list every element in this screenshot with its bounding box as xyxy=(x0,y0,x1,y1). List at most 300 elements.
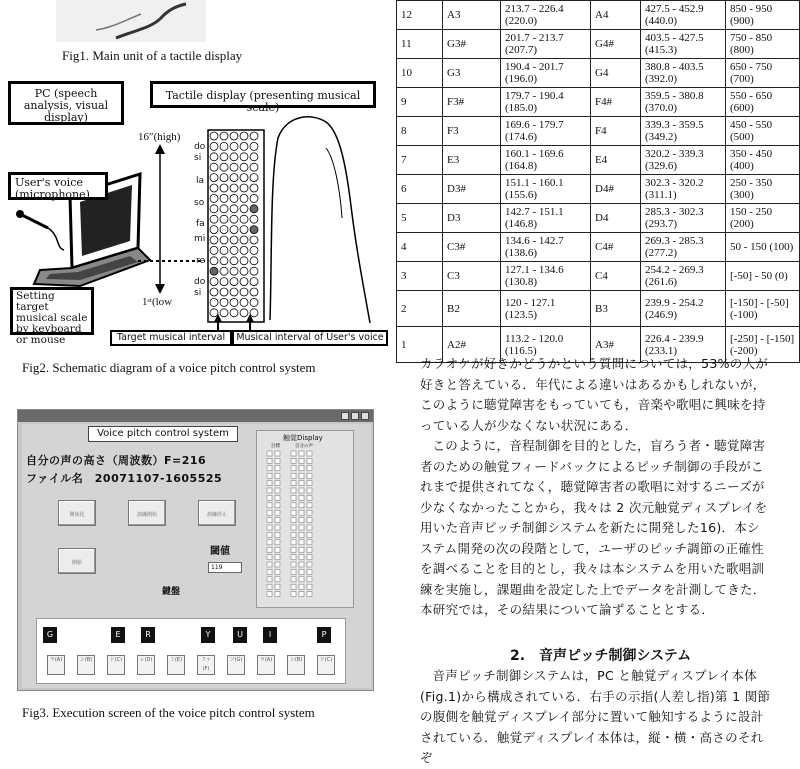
display-cell xyxy=(307,481,312,486)
fig3-caption: Fig3. Execution screen of the voice pitch control system xyxy=(22,705,315,720)
close-icon[interactable] xyxy=(361,412,369,420)
table-cell: 320.2 - 339.3 (329.6) xyxy=(641,146,726,175)
body-text-2 xyxy=(420,666,772,769)
tactile-pin xyxy=(220,174,228,182)
user-interval-label: Musical interval of User's voice xyxy=(232,330,388,346)
tactile-pin xyxy=(210,132,218,140)
table-cell: 5 xyxy=(397,204,443,233)
table-cell: 239.9 - 254.2 (246.9) xyxy=(641,291,726,327)
display-cell xyxy=(291,547,296,552)
display-cell xyxy=(299,458,304,463)
tactile-pin xyxy=(210,309,218,317)
tactile-pin xyxy=(220,278,228,286)
display-cell xyxy=(307,458,312,463)
table-row xyxy=(397,291,800,327)
table-cell: 650 - 750 (700) xyxy=(726,59,800,88)
display-cell xyxy=(291,488,296,493)
low-label: 1ˢᵗ(low xyxy=(142,296,173,308)
display-cell xyxy=(299,451,304,456)
tactile-pin xyxy=(230,288,238,296)
table-cell: A3 xyxy=(443,1,501,30)
table-cell: D3 xyxy=(443,204,501,233)
tactile-pin xyxy=(220,194,228,202)
table-cell: 7 xyxy=(397,146,443,175)
tactile-pin xyxy=(250,298,258,306)
table-cell: 850 - 950 (900) xyxy=(726,1,800,30)
table-cell: 450 - 550 (500) xyxy=(726,117,800,146)
display-cell xyxy=(299,562,304,567)
tactile-pin xyxy=(240,184,248,192)
display-col-target: 目標 xyxy=(271,444,280,449)
display-cell xyxy=(267,562,272,567)
white-key-5[interactable]: ミ(E) xyxy=(167,655,185,675)
table-cell: C3 xyxy=(443,262,501,291)
tactile-pin xyxy=(250,153,258,161)
display-cell xyxy=(275,525,280,530)
tactile-pin xyxy=(250,236,258,244)
display-cell xyxy=(307,451,312,456)
display-cell xyxy=(307,532,312,537)
display-cell xyxy=(275,577,280,582)
table-cell: D3# xyxy=(443,175,501,204)
tactile-pin xyxy=(230,298,238,306)
tactile-label: Tactile display (presenting musical scale) xyxy=(150,81,376,108)
start-button[interactable]: 開始 xyxy=(58,548,96,574)
table-cell: 9 xyxy=(397,88,443,117)
display-cell xyxy=(291,555,296,560)
table-cell: 6 xyxy=(397,175,443,204)
display-cell xyxy=(299,540,304,545)
display-cell xyxy=(267,458,272,463)
display-cell xyxy=(267,555,272,560)
tactile-pin xyxy=(240,153,248,161)
tactile-pin xyxy=(210,163,218,171)
maximize-icon[interactable] xyxy=(351,412,359,420)
table-row xyxy=(397,146,800,175)
display-cell xyxy=(275,547,280,552)
display-cell xyxy=(299,466,304,471)
display-cell xyxy=(299,555,304,560)
table-cell: 339.3 - 359.5 (349.2) xyxy=(641,117,726,146)
tactile-pin xyxy=(230,205,238,213)
tactile-pin xyxy=(250,142,258,150)
display-cell xyxy=(275,488,280,493)
display-cell xyxy=(291,495,296,500)
tactile-pin xyxy=(250,257,258,265)
tactile-pin xyxy=(210,288,218,296)
table-cell: D4 xyxy=(591,204,641,233)
keyboard-label: 鍵盤 xyxy=(162,587,181,597)
fig1-caption: Fig1. Main unit of a tactile display xyxy=(62,48,243,63)
table-row xyxy=(397,233,800,262)
display-cell xyxy=(307,540,312,545)
table-cell: 285.3 - 302.3 (293.7) xyxy=(641,204,726,233)
tactile-pin xyxy=(220,153,228,161)
black-key-r[interactable]: R xyxy=(141,627,155,643)
tactile-pin xyxy=(250,194,258,202)
black-key-g[interactable]: G xyxy=(43,627,57,643)
display-cell xyxy=(267,488,272,493)
tactile-pin xyxy=(230,236,238,244)
table-cell: 11 xyxy=(397,30,443,59)
window-body xyxy=(22,424,371,688)
table-cell: 113.2 - 120.0 (116.5) xyxy=(501,327,591,363)
tactile-pin xyxy=(220,215,228,223)
display-cell xyxy=(275,458,280,463)
display-cell xyxy=(299,510,304,515)
display-cell xyxy=(299,495,304,500)
display-cell xyxy=(291,518,296,523)
white-key-2[interactable]: シ(B) xyxy=(77,655,95,675)
display-cell xyxy=(275,540,280,545)
display-cell xyxy=(267,540,272,545)
display-cell xyxy=(307,466,312,471)
tactile-pin xyxy=(230,257,238,265)
table-cell: F4 xyxy=(591,117,641,146)
display-cell xyxy=(307,518,312,523)
display-cell xyxy=(307,555,312,560)
table-cell: [-150] - [-50] (-100) xyxy=(726,291,800,327)
display-cell xyxy=(275,503,280,508)
tactile-pin xyxy=(240,309,248,317)
display-cell xyxy=(299,503,304,508)
tactile-pin xyxy=(210,153,218,161)
table-cell: 127.1 - 134.6 (130.8) xyxy=(501,262,591,291)
display-cell xyxy=(291,473,296,478)
tactile-pin xyxy=(230,278,238,286)
stop-training-button[interactable]: 訓練停止 xyxy=(198,500,236,526)
scale-label-si-top: si xyxy=(194,153,202,163)
tactile-pin xyxy=(250,205,258,213)
black-key-p[interactable]: P xyxy=(317,627,331,643)
display-title: 触覚Display xyxy=(283,434,323,442)
start-training-button[interactable]: 訓練開始 xyxy=(128,500,166,526)
scale-label-re: re xyxy=(196,256,206,266)
table-cell: [-50] - 50 (0) xyxy=(726,262,800,291)
tactile-pin xyxy=(250,246,258,254)
tactile-pin xyxy=(210,246,218,254)
tactile-pin xyxy=(220,142,228,150)
paragraph-1: カラオケが好きかどうかという質問については，53%の人が好きと答えている．年代による違いはあるかもしれないが，このように聴覚障害をもっていても，音楽や歌唱に興味を持っている人が少なくない状況にある． xyxy=(420,356,769,433)
display-cell xyxy=(275,451,280,456)
display-cell xyxy=(267,451,272,456)
scale-label-do-top: do xyxy=(194,142,206,152)
table-cell: D4# xyxy=(591,175,641,204)
display-cell xyxy=(275,569,280,574)
table-cell: F4# xyxy=(591,88,641,117)
tactile-pin xyxy=(230,267,238,275)
table-cell: E4 xyxy=(591,146,641,175)
display-cell xyxy=(307,510,312,515)
tactile-pin xyxy=(210,226,218,234)
display-cell xyxy=(291,532,296,537)
table-cell: 150 - 250 (200) xyxy=(726,204,800,233)
tactile-pin xyxy=(210,194,218,202)
tactile-pin xyxy=(220,288,228,296)
table-cell: 190.4 - 201.7 (196.0) xyxy=(501,59,591,88)
tactile-pin xyxy=(220,205,228,213)
tactile-pin xyxy=(210,257,218,265)
display-cell xyxy=(275,584,280,589)
tactile-pin xyxy=(240,174,248,182)
white-key-6[interactable]: ファ(F) xyxy=(197,655,215,675)
table-cell: 3 xyxy=(397,262,443,291)
display-cell xyxy=(291,458,296,463)
table-cell: 151.1 - 160.1 (155.6) xyxy=(501,175,591,204)
scale-label-mi: mi xyxy=(194,234,206,244)
tactile-pin xyxy=(240,215,248,223)
table-cell: G3# xyxy=(443,30,501,59)
black-key-e[interactable]: E xyxy=(111,627,125,643)
table-cell: G3 xyxy=(443,59,501,88)
display-cell xyxy=(267,473,272,478)
tactile-pin xyxy=(240,142,248,150)
display-cell xyxy=(275,592,280,597)
tactile-pin xyxy=(230,194,238,202)
tactile-pin xyxy=(240,226,248,234)
display-cell xyxy=(275,518,280,523)
tactile-pin xyxy=(250,215,258,223)
fig2-diagram xyxy=(0,78,395,353)
tactile-pin xyxy=(220,132,228,140)
table-cell: 120 - 127.1 (123.5) xyxy=(501,291,591,327)
table-row xyxy=(397,59,800,88)
tactile-pin xyxy=(220,226,228,234)
display-cell xyxy=(291,451,296,456)
display-cell xyxy=(307,569,312,574)
tactile-pin xyxy=(230,132,238,140)
white-key-8[interactable]: ラ(A) xyxy=(257,655,275,675)
table-cell: F3 xyxy=(443,117,501,146)
tactile-pin xyxy=(250,174,258,182)
black-key-i[interactable]: I xyxy=(263,627,277,643)
display-cell xyxy=(299,518,304,523)
white-key-3[interactable]: ド(C) xyxy=(107,655,125,675)
table-cell: G4 xyxy=(591,59,641,88)
table-cell: E3 xyxy=(443,146,501,175)
white-key-9[interactable]: シ(B) xyxy=(287,655,305,675)
display-cell xyxy=(307,503,312,508)
setting-label: Setting target musical scale by keyboard or mouse xyxy=(10,287,94,335)
tactile-pin xyxy=(240,267,248,275)
table-cell: B3 xyxy=(591,291,641,327)
display-cell xyxy=(275,562,280,567)
section-heading: 2. 音声ピッチ制御システム xyxy=(510,648,692,664)
tactile-pin xyxy=(220,298,228,306)
display-cell xyxy=(267,569,272,574)
display-cell xyxy=(291,510,296,515)
table-cell: C4# xyxy=(591,233,641,262)
tactile-pin xyxy=(210,267,218,275)
display-cell xyxy=(299,584,304,589)
white-key-4[interactable]: レ(D) xyxy=(137,655,155,675)
display-cell xyxy=(307,577,312,582)
table-cell: A2# xyxy=(443,327,501,363)
tactile-pin xyxy=(250,163,258,171)
display-cell xyxy=(299,569,304,574)
tactile-pin xyxy=(220,309,228,317)
table-cell: 226.4 - 239.9 (233.1) xyxy=(641,327,726,363)
display-cell xyxy=(299,532,304,537)
init-button[interactable]: 開始化 xyxy=(58,500,96,526)
tactile-pin xyxy=(240,163,248,171)
tactile-pin xyxy=(250,288,258,296)
table-row xyxy=(397,88,800,117)
display-cell xyxy=(299,473,304,478)
table-row xyxy=(397,1,800,30)
tactile-pin xyxy=(230,184,238,192)
tactile-pin xyxy=(240,236,248,244)
display-cell xyxy=(299,577,304,582)
display-cell xyxy=(299,488,304,493)
tactile-pin xyxy=(240,132,248,140)
scale-label-fa: fa xyxy=(196,219,205,229)
tactile-pin xyxy=(230,163,238,171)
table-cell: 750 - 850 (800) xyxy=(726,30,800,59)
table-cell: B2 xyxy=(443,291,501,327)
fig3-screenshot xyxy=(17,409,374,691)
display-cell xyxy=(267,495,272,500)
tactile-pin xyxy=(250,226,258,234)
keyboard-panel xyxy=(36,618,346,684)
minimize-icon[interactable] xyxy=(341,412,349,420)
table-row xyxy=(397,117,800,146)
table-cell: 201.7 - 213.7 (207.7) xyxy=(501,30,591,59)
display-cell xyxy=(299,547,304,552)
display-cell xyxy=(275,555,280,560)
tactile-pin xyxy=(250,309,258,317)
display-cell xyxy=(267,503,272,508)
tactile-pin xyxy=(210,236,218,244)
display-cell xyxy=(307,547,312,552)
tactile-pin xyxy=(250,278,258,286)
table-cell: 350 - 450 (400) xyxy=(726,146,800,175)
white-key-7[interactable]: ソ(G) xyxy=(227,655,245,675)
tactile-pin xyxy=(220,236,228,244)
table-cell: 213.7 - 226.4 (220.0) xyxy=(501,1,591,30)
tactile-pin xyxy=(220,267,228,275)
tactile-pin xyxy=(210,205,218,213)
table-cell: 2 xyxy=(397,291,443,327)
display-cell xyxy=(291,584,296,589)
high-label: 16″(high) xyxy=(138,131,181,143)
tactile-pin xyxy=(220,246,228,254)
black-key-y[interactable]: Y xyxy=(201,627,215,643)
table-row xyxy=(397,30,800,59)
display-cell xyxy=(267,532,272,537)
display-cell xyxy=(307,584,312,589)
table-cell: 550 - 650 (600) xyxy=(726,88,800,117)
display-cell xyxy=(275,466,280,471)
tactile-pin xyxy=(230,153,238,161)
display-cell xyxy=(267,466,272,471)
target-interval-label: Target musical interval xyxy=(110,330,232,346)
display-cell xyxy=(267,481,272,486)
display-cell xyxy=(299,481,304,486)
table-cell: 254.2 - 269.3 (261.6) xyxy=(641,262,726,291)
tactile-pin xyxy=(230,309,238,317)
display-cell xyxy=(267,547,272,552)
scale-label-si-bottom: si xyxy=(194,288,202,298)
scale-label-la: la xyxy=(196,176,205,186)
tactile-pin xyxy=(210,278,218,286)
table-cell: A4 xyxy=(591,1,641,30)
tactile-pin xyxy=(210,184,218,192)
display-cell xyxy=(291,569,296,574)
fig2-caption: Fig2. Schematic diagram of a voice pitch control system xyxy=(22,360,316,375)
tactile-pin xyxy=(210,298,218,306)
tactile-pin xyxy=(240,278,248,286)
tactile-pin xyxy=(240,288,248,296)
table-row xyxy=(397,175,800,204)
table-cell: A3# xyxy=(591,327,641,363)
tactile-pin xyxy=(240,205,248,213)
tactile-pin xyxy=(240,298,248,306)
display-cell xyxy=(291,577,296,582)
table-cell: 8 xyxy=(397,117,443,146)
display-cell xyxy=(267,525,272,530)
table-cell: 4 xyxy=(397,233,443,262)
black-key-u[interactable]: U xyxy=(233,627,247,643)
display-cell xyxy=(291,525,296,530)
body-text xyxy=(420,354,772,621)
tactile-pin xyxy=(220,257,228,265)
display-cell xyxy=(267,518,272,523)
display-col-user: 自分の声 xyxy=(295,444,313,449)
display-cell xyxy=(307,592,312,597)
table-row xyxy=(397,204,800,233)
display-cell xyxy=(267,510,272,515)
table-cell: 427.5 - 452.9 (440.0) xyxy=(641,1,726,30)
paragraph-3: 音声ピッチ制御システムは，PC と触覚ディスプレイ本体(Fig.1)から構成されている．右手の示指(人差し指)第 1 関節の腹側を触覚ディスプレイ部分に置いて触知するように設計されている．触覚ディスプレイ本体は，縦・横・高さのそれぞ xyxy=(420,668,771,765)
display-cell xyxy=(275,510,280,515)
tactile-display-panel xyxy=(256,430,354,608)
pitch-table xyxy=(396,0,800,363)
table-cell: 10 xyxy=(397,59,443,88)
display-cell xyxy=(275,481,280,486)
table-cell: 12 xyxy=(397,1,443,30)
table-cell: 134.6 - 142.7 (138.6) xyxy=(501,233,591,262)
tactile-pin xyxy=(230,142,238,150)
display-cell xyxy=(307,525,312,530)
table-cell: C4 xyxy=(591,262,641,291)
display-cell xyxy=(267,592,272,597)
display-cell xyxy=(291,592,296,597)
users-voice-label: User's voice (microphone) xyxy=(8,172,108,200)
threshold-select[interactable]: 119 xyxy=(208,562,242,573)
scale-label-do-bottom: do xyxy=(194,277,206,287)
display-cell xyxy=(275,532,280,537)
table-cell: 1 xyxy=(397,327,443,363)
white-key-1[interactable]: ラ(A) xyxy=(47,655,65,675)
tactile-pin xyxy=(210,174,218,182)
pitch-readout: 自分の声の高さ（周波数）F=216 xyxy=(26,454,207,467)
tactile-pin xyxy=(230,174,238,182)
display-cell xyxy=(307,562,312,567)
white-key-10[interactable]: ド(C) xyxy=(317,655,335,675)
pc-label: PC (speech analysis, visual display) xyxy=(8,81,124,125)
tactile-pin xyxy=(230,226,238,234)
tactile-pin xyxy=(250,267,258,275)
display-cell xyxy=(299,525,304,530)
display-cell xyxy=(307,473,312,478)
display-cell xyxy=(299,592,304,597)
table-cell: 179.7 - 190.4 (185.0) xyxy=(501,88,591,117)
tactile-pin xyxy=(240,246,248,254)
table-cell: F3# xyxy=(443,88,501,117)
display-cells xyxy=(267,451,327,603)
table-cell: G4# xyxy=(591,30,641,59)
